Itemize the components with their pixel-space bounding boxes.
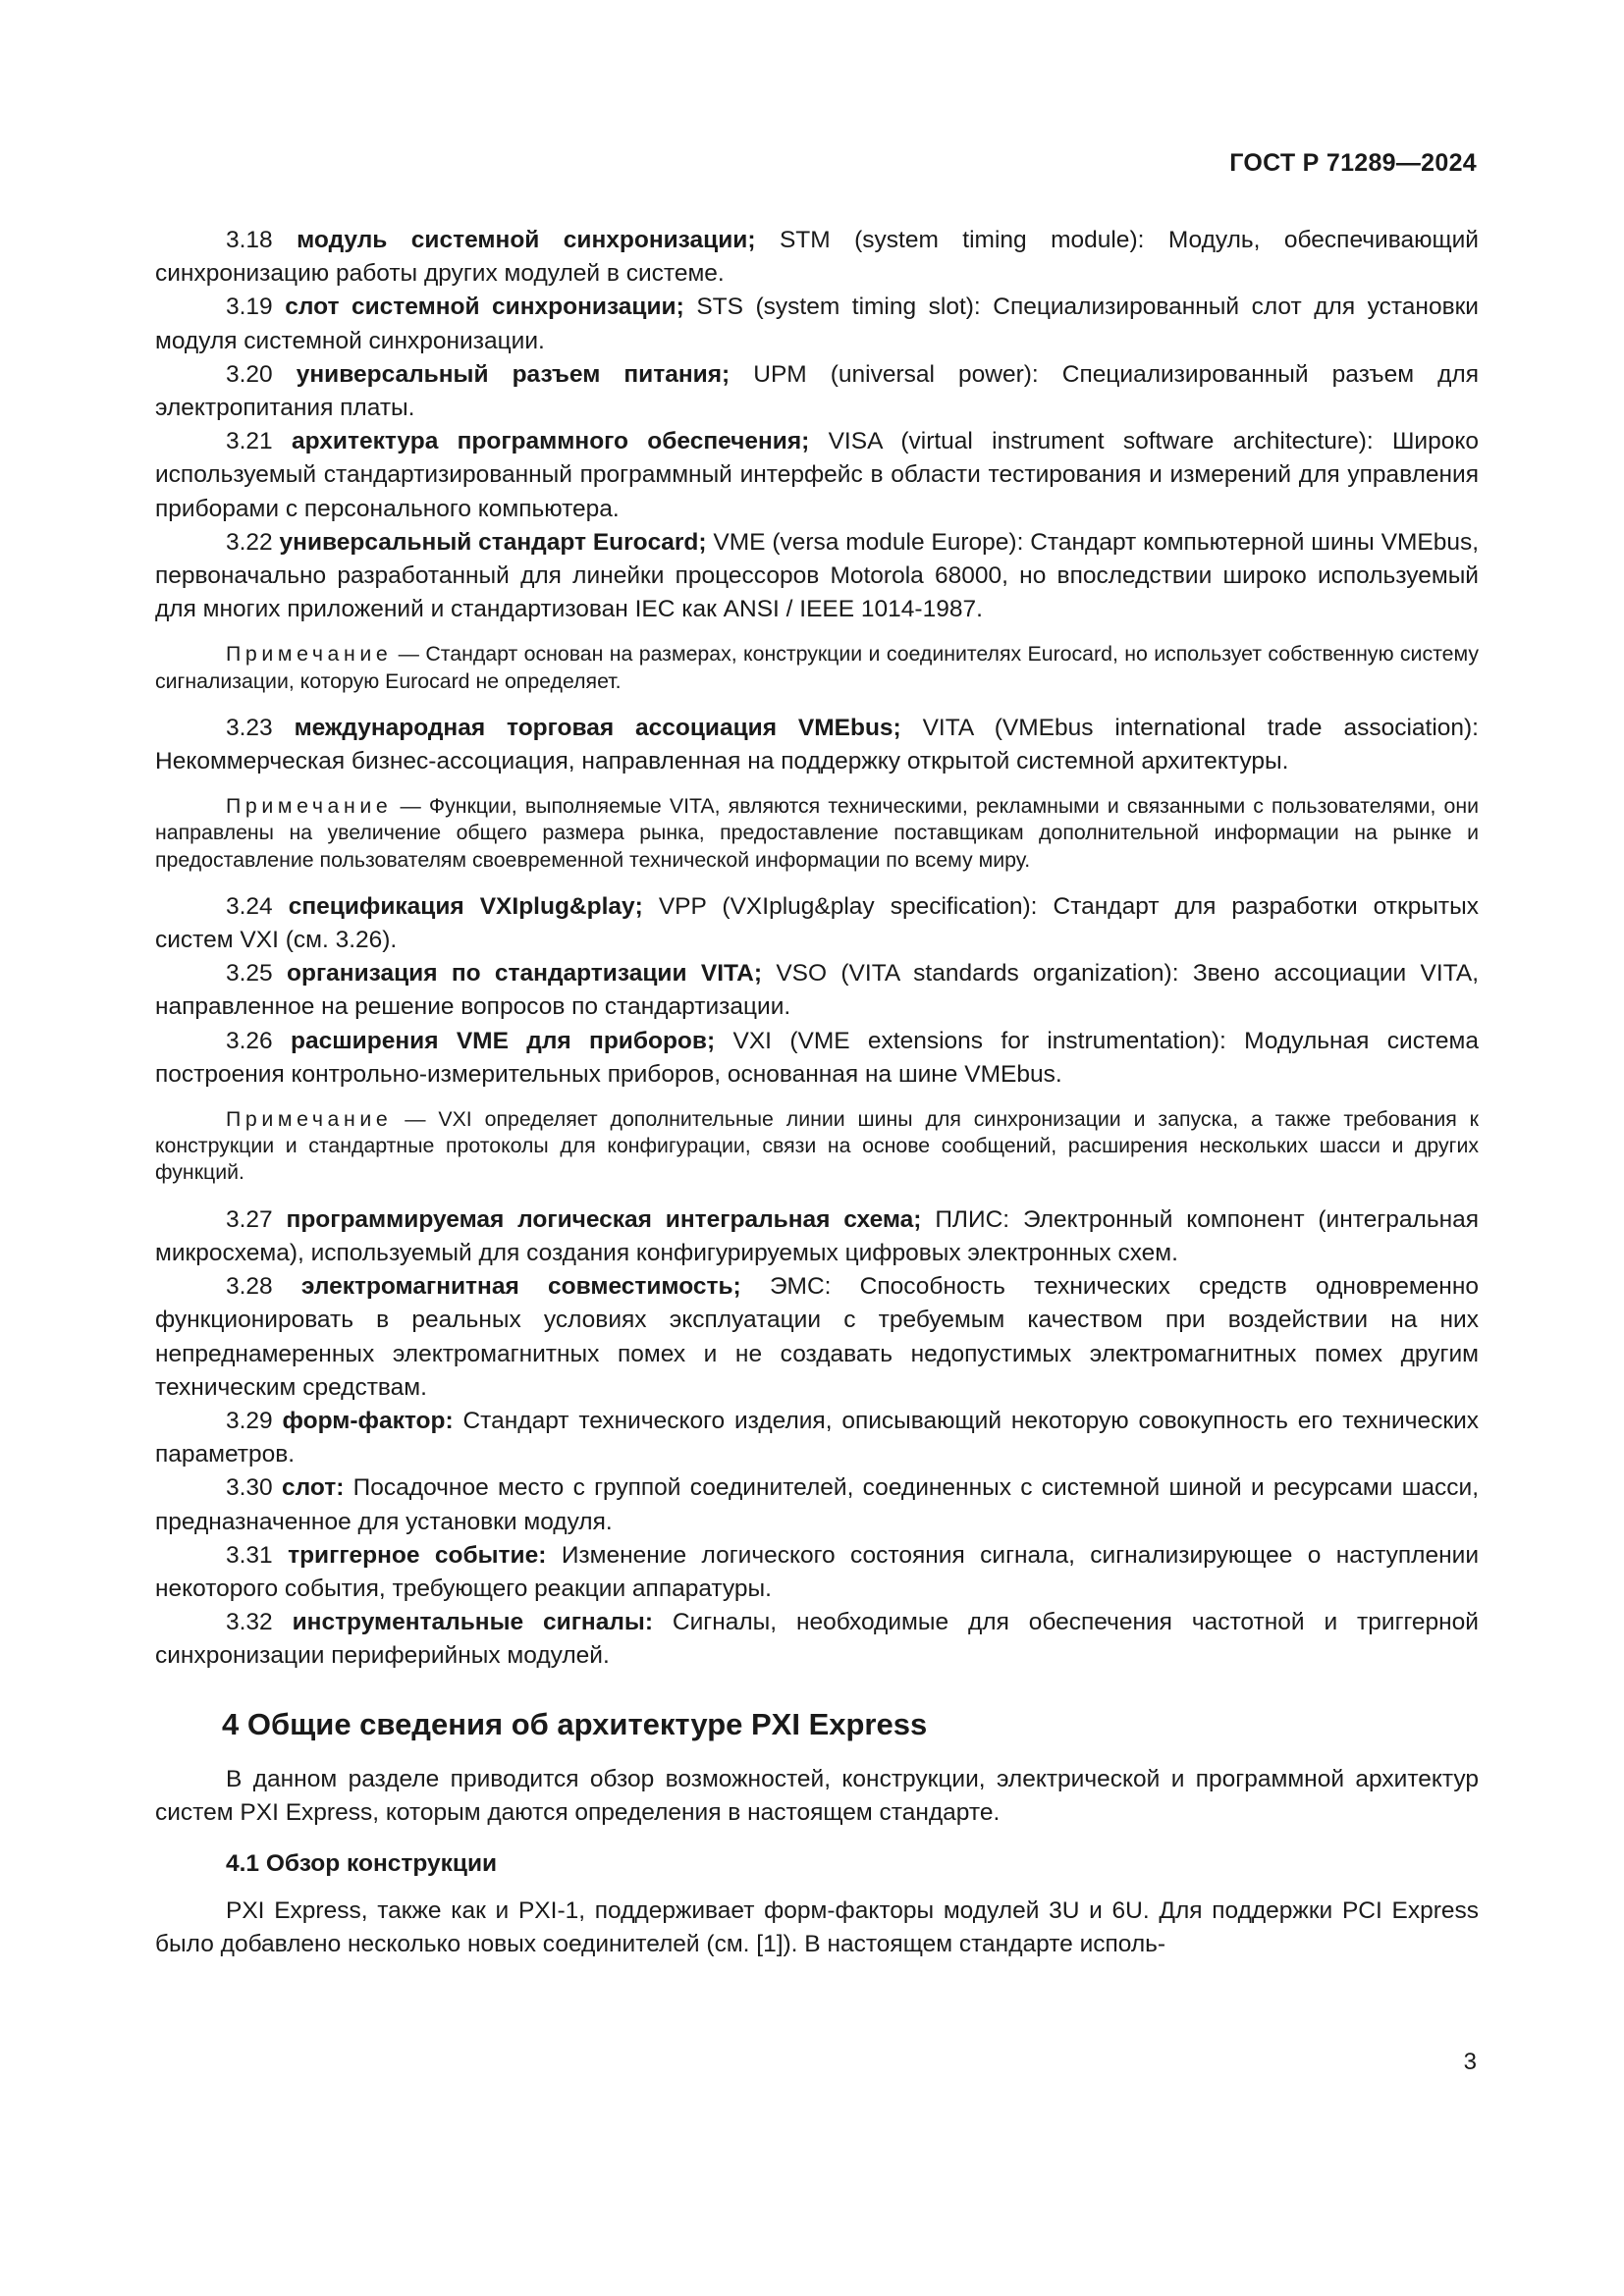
page-number: 3: [1463, 2049, 1477, 2075]
term-definition: 3.26 расширения VME для приборов; VXI (VME extensions for instrumentation): Модульная система построения контрольно-измерительных приборов, основанная на шине VMEbus.: [155, 1027, 1479, 1088]
term-definition: 3.28 электромагнитная совместимость; ЭМС: Способность технических средств одновременно функционировать в реальных условиях эксплуатации с требуемым качеством при воздействии на них непреднамеренных электромагнитных помех и не создавать недопустимых электромагнитных помех другим техническим средствам.: [155, 1273, 1479, 1401]
note-label: Примечание: [226, 1107, 393, 1132]
note-label: Примечание: [226, 794, 393, 819]
note-paragraph: Примечание — Функции, выполняемые VITA, являются техническими, рекламными и связанными с пользователями, они направлены на увеличение общего размера рынка, предоставление поставщикам дополнительной информации на рынке и предоставление пользователям своевременной технической информации по всему миру.: [155, 794, 1479, 872]
term-definition: 3.19 слот системной синхронизации; STS (system timing slot): Специализированный слот для установки модуля системной синхронизации.: [155, 294, 1479, 354]
term-definition: 3.20 универсальный разъем питания; UPM (universal power): Специализированный разъем для электропитания платы.: [155, 360, 1479, 422]
note-paragraph: Примечание — VXI определяет дополнительные линии шины для синхронизации и запуска, а также требования к конструкции и стандартные протоколы для конфигурации, связи на основе сообщений, расширения нескольких шасси и других функций.: [155, 1107, 1479, 1185]
terms-group-d: [155, 1203, 1479, 1674]
body-text: [155, 224, 1479, 1961]
term-definition: 3.32 инструментальные сигналы: Сигналы, необходимые для обеспечения частотной и триггерной синхронизации периферийных модулей.: [155, 1609, 1479, 1670]
note-paragraph: Примечание — Стандарт основан на размерах, конструкции и соединителях Eurocard, но использует собственную систему сигнализации, которую Eurocard не определяет.: [155, 642, 1479, 693]
term-definition: 3.25 организация по стандартизации VITA; VSO (VITA standards organization): Звено ассоциации VITA, направленное на решение вопросов по стандартизации.: [155, 960, 1480, 1021]
subsection-title: 4.1 Обзор конструкции: [226, 1849, 498, 1877]
term-definition: 3.30 слот: Посадочное место с группой соединителей, соединенных с системной шиной и ресурсами шасси, предназначенное для установки модуля.: [155, 1474, 1480, 1535]
note-label: Примечание: [226, 642, 393, 667]
terms-group-b: [155, 712, 1479, 778]
term-definition: 3.18 модуль системной синхронизации; STM (system timing module): Модуль, обеспечивающий синхронизацию работы других модулей в системе.: [155, 227, 1479, 288]
section-title: 4 Общие сведения об архитектуре PXI Express: [222, 1706, 928, 1741]
terms-group-c: [155, 890, 1479, 1092]
term-definition: 3.24 спецификация VXIplug&play; VPP (VXIplug&play specification): Стандарт для разработки открытых систем VXI (см. 3.26).: [155, 892, 1480, 954]
section-intro-paragraph: В данном разделе приводится обзор возможностей, конструкции, электрической и программной архитектур систем PXI Express, которым даются определения в настоящем стандарте.: [155, 1765, 1479, 1826]
term-definition: 3.21 архитектура программного обеспечения; VISA (virtual instrument software architecture): Широко используемый стандартизированный программный интерфейс в области тестирования и измерений для управления приборами с персонального компьютера.: [155, 428, 1479, 522]
document-code-header: ГОСТ Р 71289—2024: [1229, 149, 1477, 177]
term-definition: 3.27 программируемая логическая интегральная схема; ПЛИС: Электронный компонент (интегральная микросхема), используемый для создания конфигурируемых цифровых электронных схем.: [155, 1205, 1480, 1266]
term-definition: 3.23 международная торговая ассоциация VMEbus; VITA (VMEbus international trade association): Некоммерческая бизнес-ассоциация, направленная на поддержку открытой системной архитектуры.: [155, 714, 1479, 775]
term-definition: 3.22 универсальный стандарт Eurocard; VME (versa module Europe): Стандарт компьютерной шины VMEbus, первоначально разработанный для линейки процессоров Motorola 68000, но впоследствии широко используемый для многих приложений и стандартизован IEC как ANSI / IEEE 1014-1987.: [155, 528, 1480, 623]
subsection-paragraph: PXI Express, также как и PXI-1, поддерживает форм-факторы модулей 3U и 6U. Для поддержки PCI Express было добавлено несколько новых соединителей (см. [1]). В настоящем стандарте исполь-: [155, 1896, 1479, 1958]
term-definition: 3.29 форм-фактор: Стандарт технического изделия, описывающий некоторую совокупность его технических параметров.: [155, 1407, 1480, 1468]
term-definition: 3.31 триггерное событие: Изменение логического состояния сигнала, сигнализирующее о наступлении некоторого события, требующего реакции аппаратуры.: [155, 1541, 1479, 1602]
terms-group-a: [155, 224, 1479, 626]
